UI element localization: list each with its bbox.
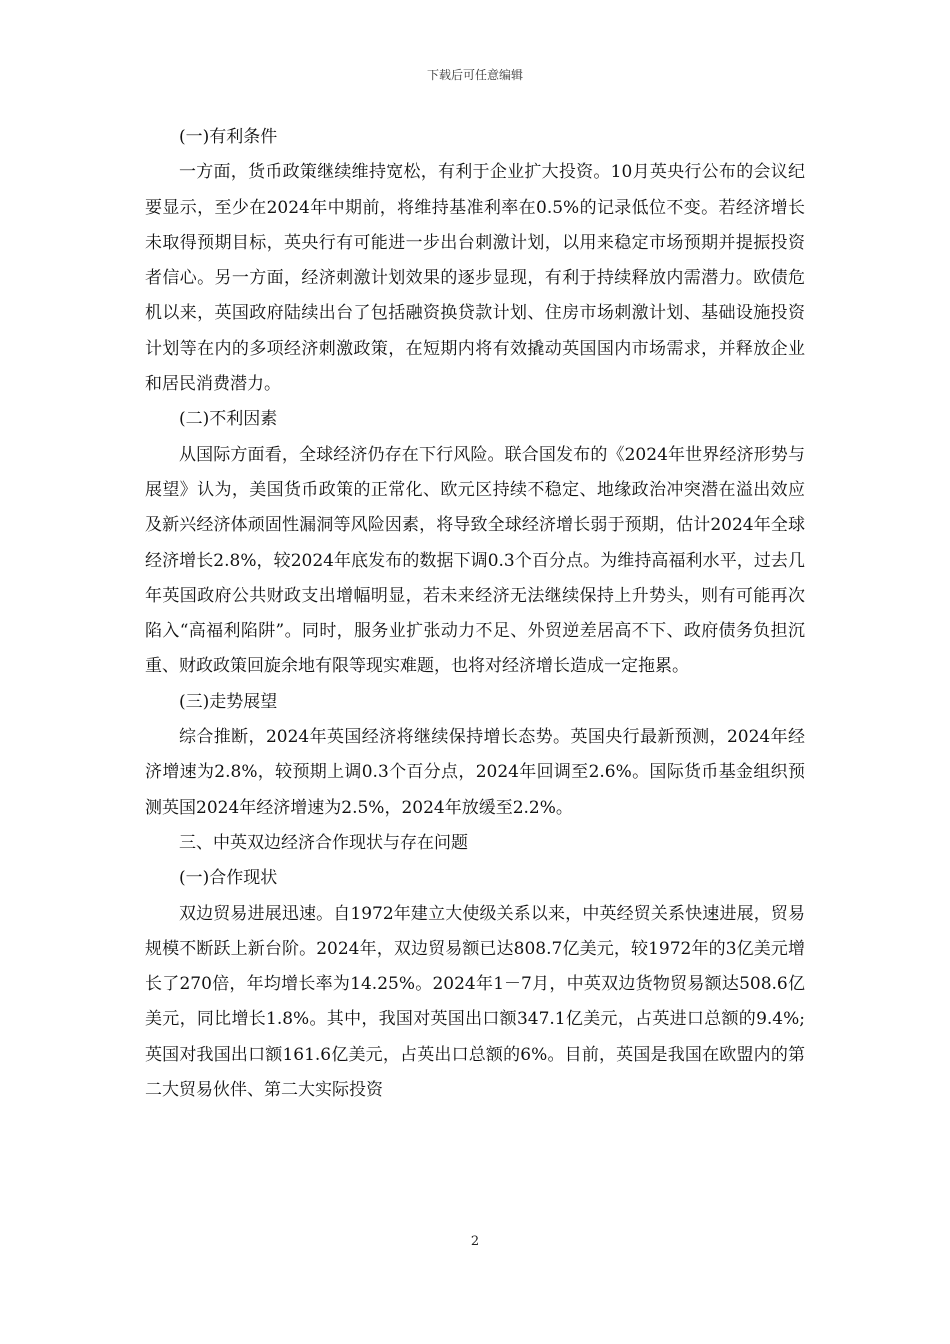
- page-number: 2: [470, 1234, 480, 1249]
- paragraph-unfavorable-factors: 从国际方面看，全球经济仍存在下行风险。联合国发布的《2024年世界经济形势与展望》认为，美国货币政策的正常化、欧元区持续不稳定、地缘政治冲突潜在溢出效应及新兴经济体顽固性漏洞等风险因素，将导致全球经济增长弱于预期，估计2024年全球经济增长2.8%，较2024年底发布的数据下调0.3个百分点。为维持高福利水平，过去几年英国政府公共财政支出增幅明显，若未来经济无法继续保持上升势头，则有可能再次陷入“高福利陷阱”。同时，服务业扩张动力不足、外贸逆差居高不下、政府债务负担沉重、财政政策回旋余地有限等现实难题，也将对经济增长造成一定拖累。: [145, 444, 805, 677]
- paragraph-favorable-conditions: 一方面，货币政策继续维持宽松，有利于企业扩大投资。10月英央行公布的会议纪要显示，至少在2024年中期前，将维持基准利率在0.5%的记录低位不变。若经济增长未取得预期目标，英央行有可能进一步出台刺激计划，以用来稳定市场预期并提振投资者信心。另一方面，经济刺激计划效果的逐步显现，有利于持续释放内需潜力。欧债危机以来，英国政府陆续出台了包括融资换贷款计划、住房市场刺激计划、基础设施投资计划等在内的多项经济刺激政策，在短期内将有效撬动英国国内市场需求，并释放企业和居民消费潜力。: [145, 162, 805, 395]
- document-body: [145, 120, 805, 1108]
- page-header: 下载后可任意编辑: [426, 68, 523, 82]
- paragraph-outlook: 综合推断，2024年英国经济将继续保持增长态势。英国央行最新预测，2024年经济增速为2.8%，较预期上调0.3个百分点，2024年回调至2.6%。国际货币基金组织预测英国2024年经济增速为2.5%，2024年放缓至2.2%。: [145, 727, 805, 818]
- section-heading-unfavorable: (二)不利因素: [179, 409, 278, 430]
- section-heading-status: (一)合作现状: [179, 868, 278, 889]
- paragraph-bilateral-trade: 双边贸易进展迅速。自1972年建立大使级关系以来，中英经贸关系快速进展，贸易规模不断跃上新台阶。2024年，双边贸易额已达808.7亿美元，较1972年的3亿美元增长了270倍，年均增长率为14.25%。2024年1－7月，中英双边货物贸易额达508.6亿美元，同比增长1.8%。其中，我国对英国出口额347.1亿美元，占英进口总额的9.4%;英国对我国出口额161.6亿美元，占英出口总额的6%。目前，英国是我国在欧盟内的第二大贸易伙伴、第二大实际投资: [145, 903, 805, 1101]
- section-heading-outlook: (三)走势展望: [179, 691, 278, 712]
- section-heading-favorable: (一)有利条件: [179, 127, 278, 147]
- chapter-heading-cooperation: 三、中英双边经济合作现状与存在问题: [179, 832, 468, 853]
